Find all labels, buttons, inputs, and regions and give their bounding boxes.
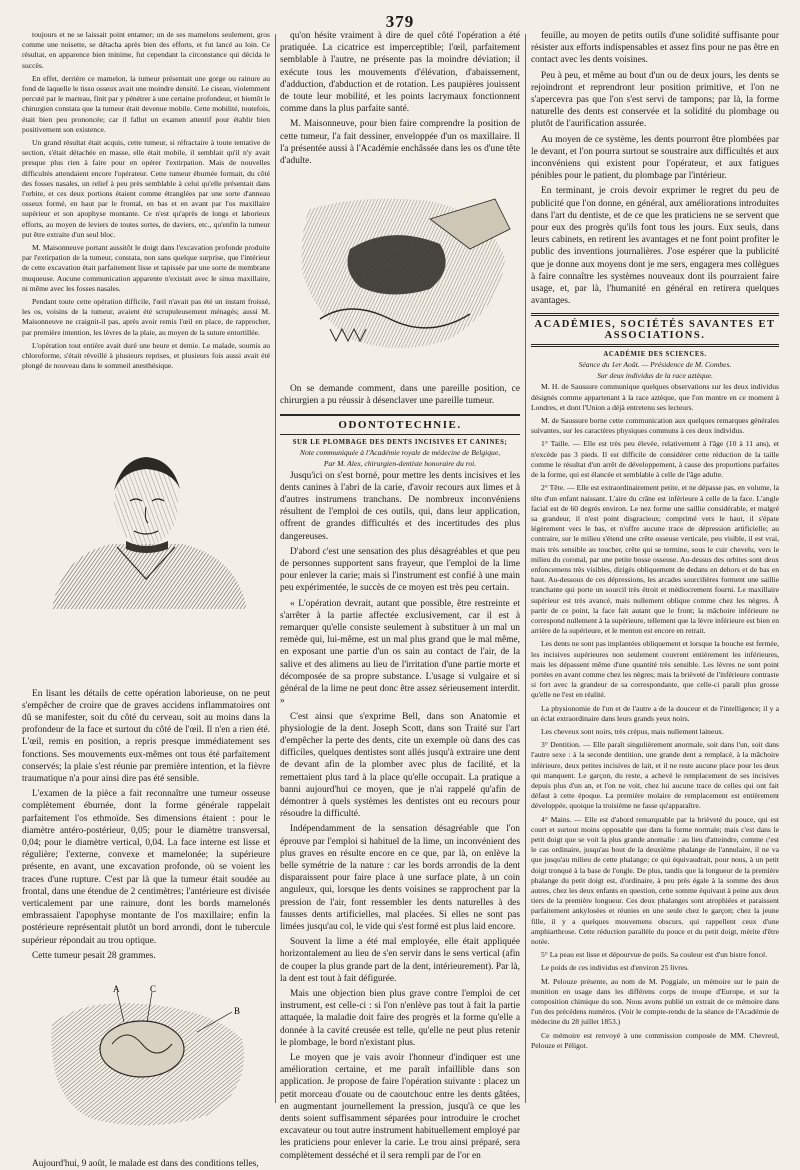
paragraph: Au moyen de ce système, les dents pourront être plombées par le devant, et l'on pourra surtout se soustraire aux difficultés et aux inconvéniens qui existent pour l'opérateur, et aux fatigues pénibles pour le patient, du plombage par l'intérieur. [531,134,779,182]
col1-top-text [22,30,270,372]
paragraph: On se demande comment, dans une pareille position, ce chirurgien a pu réussir à désenclaver une pareille tumeur. [280,384,520,407]
column-3 [531,30,779,1105]
col2-top-text [280,30,520,167]
paragraph: En lisant les détails de cette opération laborieuse, on ne peut s'empêcher de croire que de graves accidens inflammatoires ont dû se manifester, soit du côté du cerveau, soit au moins dans la profondeur de la face et surtout du côté de l'œil. Il n'en a rien été. L'œil, remis en position, a repris presque immédiatement ses fonctions. Ses mouvements eux-mêmes ont tous été parfaitement conservés; la plaie s'est réunie par première intention, et la fièvre traumatique n'a pour ainsi dire pas été sensible. [22,688,270,784]
paragraph: Les cheveux sont noirs, très crépus, mais nullement laineux. [541,726,724,736]
paragraph: Le moyen que je vais avoir l'honneur d'indiquer est une amélioration certaine, et me paraît infaillible dans son application. Je propose de faire l'opération suivante : placez un petit morceau d'ouate ou de caoutchouc entre les dents gâtées, en augmentant journellement la pression, jusqu'à ce que les dents soient suffisamment séparées pour introduire le crochet excavateur ou tout autre instrument habituellement employé par les praticiens pour enlever la carie. Le trou ainsi préparé, sera complètement desséché et il sera rempli par de l'or en [280,1052,520,1161]
column-1 [22,30,270,1169]
paragraph: Un grand résultat était acquis, cette tumeur, si réfractaire à toute tentative de section, s'était détachée en masse, elle était mobile, il semblait qu'il n'y avait presque plus rien à faire pour en opérer l'extirpation. Mais de nouvelles difficultés attendaient encore l'opérateur. Cette tumeur éburnée formait, du côté des fosses nasales, un relief à peu près semblable à celui qu'elle présentait dans l'orbite, et ces deux portions étaient comme étranglées par une sorte d'anneau osseux formé, en haut par le frontal, en bas et en avant par l'os maxillaire supérieur et son apophyse montante. Ce n'est qu'après de longs et laborieux efforts, au moyen de leviers de toutes sortes, de daviers, etc., qu'enfin la tumeur put être extraite d'un seul bloc. [22,138,270,239]
paragraph: 2° Tête. — Elle est extraordinairement petite, et ne dépasse pas, en volume, la tête d'un enfant naissant. L'aire du crâne est inférieure à celle de la face. L'angle facial est de 60 degrés environ. Le nez forme une saillie considérable, et malgré sa grandeur, il n'est point disgracieux; comprimé vers le haut, il s'épate légèrement vers le bas, et n'offre aucune trace de dépression artificielle; au contraire, sur le milieu s'étend une crête osseuse verticale, peu visible, il est vrai, mais très sensible au toucher, crête qui se termine, sous le cuir chevelu, vers le milieu du coronal, par une petite bosse osseuse. Au-dessus des orbites sont deux enfoncemens très visibles, dirigés obliquement de dedans en dehors et de bas en haut. Au-dessous de ces dépressions, les arcades sourcilières forment une saillie tranchante qui porte un sourcil très étroit et médiocrement fourni. Le maxillaire supérieur est très avancé, mais nullement oblique comme chez les nègres. À partir de ce point, la face fait autant que le front; la mâchoire inférieure ne correspond nullement à la supérieure, tellement que la lèvre inférieure est bien en arrière de la supérieure, et le menton est encore en retrait. [531,483,779,636]
paragraph: Aujourd'hui, 9 août, le malade est dans des conditions telles, [32,1158,259,1169]
paragraph: Indépendamment de la sensation désagréable que l'on éprouve par l'emploi si habituel de la lime, un inconvénient des plus graves en résulte encore en ce que, par là, on enlève la belle symétrie de la nature : car les bords arrondis de la dent disparaissent pour faire place à une surface plate, à un coin anguleux, qui, lorsque les dents voisines se rapprochent par la pression de l'air, font ressembler les dents naturelles à des fausses dents artificielles, mal placées. Si elles ne sont pas limées jusqu'au col, le vide qui s'est formé est plus laid encore. [280,824,520,932]
paragraph: M. Maisonneuve, pour bien faire comprendre la position de cette tumeur, l'a fait dessiner, enveloppée d'un os maxillaire. Il l'a présentée aussi à l'Académie enchâssée dans les os d'une tête d'adulte. [280,119,520,167]
paragraph: 4° Mains. — Elle est d'abord remarquable par la brièveté du pouce, qui est court et surtout moins opposable que dans la forme normale; mais c'est dans le petit doigt que se voit la plus grande anomalie : au lieu d'atteindre, comme c'est le cas ordinaire, jusqu'au bout de la deuxième phalange de l'annulaire, il ne va que jusqu'au milieu de cette phalange; ce qui équivaudrait, pour nous, à un petit doigt tronqué à la base de l'ongle. De plus, tandis que la longueur de la première phalange du petit doigt est, d'ordinaire, à peu près égale à la somme des deux autres, chez les deux enfants en question, cette somme équivaut à peine aux deux tiers de la première longueur. Ces deux phalanges sont atrophiées et paraissent parfaitement ankylosées et réunies en une seule chez le garçon; chez la jeune fille, il y a quelques mouvemens obscurs, qui rappellent ceux d'une amphiarthrose. Cette réduction parallèle du pouce et du petit doigt, mérite d'être notée. [531,814,779,947]
paragraph: Jusqu'ici on s'est borné, pour mettre les dents incisives et les dents canines à l'abri de la carie, d'avoir recours aux limes et à d'autres instrumens tranchans. De nombreux inconvéniens résultent de l'emploi de ces outils, qui, dans leur application, offrent de grandes difficultés et des incertitudes des plus dangereuses. [280,470,520,542]
academy-subject: Sur deux individus de la race aztèque. [597,371,713,381]
paragraph: En terminant, je crois devoir exprimer le regret du peu de publicité que l'on donne, en général, aux améliorations introduites dans l'art du dentiste, et de ce que les praticiens ne se servent que pour eux des progrès qu'ils font tous les jours. Eux seuls, dans leurs cabinets, en retirent les avantages et ne font point profiter le public des inventions journalières. J'ose espérer que la publicité que je donne aux moyens dont je me sers, engagera mes collègues à faire connaître les systèmes nouveaux dont ils pourraient faire usage, et, par là, l'humanité en général en retirera quelques avantages. [531,186,779,307]
skull-cross-section-engraving [280,174,520,374]
patient-portrait-engraving [22,379,270,679]
paragraph: Cette tumeur pesait 28 grammes. [32,950,156,961]
paragraph: Le poids de ces individus est d'environ 25 livres. [541,963,689,973]
paragraph: Les dents ne sont pas implantées obliquement et lorsque la bouche est fermée, les incisives supérieures non seulement couvrent entièrement les inférieures, mais les dépassent même d'une quantité très sensible. Les lèvres ne sont point portées en avant comme chez les nègres; mais la brièveté de l'inférieure contraste si fort avec la grandeur de sa correspondante, que celle-ci paraît plus grosse qu'elle ne l'est en réalité. [531,639,779,700]
col3-academy-text [531,382,779,1051]
section-title-odontotechnie: ODONTOTECHNIE. [280,414,520,435]
academy-title: ACADÉMIE DES SCIENCES. [603,351,707,359]
paragraph: M. H. de Saussure communique quelques observations sur les deux individus désignés comme appartenant à la race aztèque, que l'on montre en ce moment à Londres, et dont l'Union a déjà entretenu ses lecteurs. [531,382,779,412]
page-number: 379 [385,12,415,31]
paragraph: L'examen de la pièce a fait reconnaître une tumeur osseuse complètement éburnée, dont la forme générale rappelait parfaitement l'os ethmoïde. Ses dimensions étaient : pour le diamètre antéro-postérieur, 0,05; pour le diamètre transversal, 0,04; pour le diamètre vertical, 0,04. La face interne est lisse et régulière; l'externe, convexe et mamelonée; la supérieure présente, en avant, une excavation profonde, où se voient les traces d'une rupture. C'est par là que la tumeur était soudée au frontal, dans une étendue de 2 centimètres; l'antérieure est divisée verticalement par une rainure, dont les bords mamelonés embrassaient l'apophyse montante de l'os maxillaire; enfin la postérieure représentait plutôt un bord arrondi, dont le tubercule supérieur répondait au trou optique. [22,789,270,946]
paragraph: Pendant toute cette opération difficile, l'œil n'avait pas été un instant froissé, les os, voisins de la tumeur, avaient été scrupuleusement ménagés; aussi M. Maisonneuve ne craignit-il pas, après avoir remis l'œil en place, de rapprocher, par première intention, les lèvres de la plaie, au moyen de la suture entortillée. [22,297,270,337]
paragraph: La physionomie de l'un et de l'autre a de la douceur et de l'intelligence; il y a un éclat extraordinaire dans leurs grands yeux noirs. [531,703,779,723]
col2-article-text [280,470,520,1162]
paragraph: M. de Saussure borne cette communication aux quelques remarques générales suivantes, sur les caractères physiques communs à ces deux individus. [531,416,779,436]
paragraph: qu'on hésite vraiment à dire de quel côté l'opération a été pratiquée. La cicatrice est imperceptible; l'œil, parfaitement semblable à l'autre, ne présente pas la moindre déviation; il exécute tous les mouvements d'élévation, d'abaissement, d'adduction, d'abduction et de rotation. Les paupières jouissent de toute leur mobilité, et les points lacrymaux fonctionnent comme dans la plus parfaite santé. [280,31,520,115]
tumor-maxilla-engraving [22,969,270,1149]
column-divider [275,34,276,1103]
paragraph: « L'opération devrait, autant que possible, être restreinte et s'arrêter à la partie affectée exclusivement, car il est à remarquer qu'elle consiste seulement à substituer à un mal un remède qui, lui-même, est un mal plus grand que le mal même, en exposant une partie d'un os sain au contact de l'air, de la salive et des alimens au lieu de l'irritation d'une partie morte et décomposée de sa propre substance. L'usage si vulgaire et si général de la lime ne peut donc être assez sérieusement interdit. » [280,598,520,707]
paragraph: D'abord c'est une sensation des plus désagréables et que peu de personnes supportent sans frayeur, que l'emploi de la lime pour enlever la carie; mais si l'instrument est confié à une main peu expérimentée, le succès de ce moyen est très peu certain. [280,546,520,594]
paragraph: 3° Dentition. — Elle paraît singulièrement anormale, soit dans l'un, soit dans l'autre sexe : à la seconde dentition, une grande dent a remplacé, à la mâchoire inférieure, deux petites incisives de lait, et il ne reste aucune place pour les deux qui manquent. Le garçon, du reste, a achevé le remplacement de ses incisives depuis plus d'un an, et l'on ne voit, chez lui aucune trace de celles qui ont fait défaut à cette époque. La première molaire de remplacement est entièrement développée, quoique la troisième ne fasse qu'apparaître. [531,740,779,811]
column-divider [525,34,526,1103]
figure-label-a: A [113,983,120,994]
column-2 [280,30,520,1161]
article-note: Note communiquée à l'Académie royale de médecine de Belgique, [299,447,501,457]
paragraph: Ce mémoire est renvoyé à une commission composée de MM. Chevreul, Pelouze et Péligot. [531,1030,779,1050]
col3-top-text [531,30,779,307]
col1-bottom-text [22,688,270,962]
paragraph: Peu à peu, et même au bout d'un ou de deux jours, les dents se rejoindront et reprendront leur position primitive, et l'on ne s'apercevra pas que l'on s'est servi de tampons; par là, la forme naturelle des dents est conservée et la solidité du plombage ou plutôt de l'aurification assurée. [531,70,779,130]
article-author: Par M. Alex, chirurgien-dentiste honoraire du roi. [323,458,477,468]
figure-label-c: C [150,983,157,994]
paragraph: M. Pelouze présente, au nom de M. Poggiale, un mémoire sur le pain de munition en usage dans les différens corps de troupe d'Europe, et sur la composition chimique du son. Nous avons publié un extrait de ce mémoire dans l'un des précédens numéros. (Voir le compte-rendu de la séance de l'Académie de médecine du 28 juillet 1853.) [531,976,779,1027]
paragraph: feuille, au moyen de petits outils d'une solidité suffisante pour résister aux efforts indispensables et assez fins pour ne pas être en contact avec les dents voisines. [531,31,779,66]
paragraph: Souvent la lime a été mal employée, elle était appliquée horizontalement au lieu de s'en servir dans le sens vertical (afin de couper la plus grande part de la dent, intérieurement). Par là, la dent est tout à fait défigurée. [280,937,520,984]
paragraph: Mais une objection bien plus grave contre l'emploi de cet instrument, est celle-ci : si l'on n'enlève pas tout à fait la partie attaquée, la maladie doit faire des progrès et la forme qu'elle a donnée à la cavité creusée est telle, qu'elle ne peut plus retenir le plombage, le bord n'existant plus. [280,988,520,1048]
paragraph: En effet, derrière ce mamelon, la tumeur présentait une gorge ou rainure au fond de laquelle le tissu osseux avait une moindre densité. Le ciseau, violemment percuté par le marteau, finit par y pénétrer à une certaine profondeur, et bientôt le chirurgien constata que la tumeur était devenue mobile. Cette mobilité, toutefois, était bien peu prononcée; car il fallut un examen attentif pour établir bien positivement son existence. [22,73,270,134]
paragraph: C'est ainsi que s'exprime Bell, dans son Anatomie et physiologie de la dent. Joseph Scott, dans son Traité sur l'art d'empêcher la perte des dents, cite un exemple où dans des cas difficiles, quelques dentistes sont allés jusqu'à extraire une dent de devant afin de la plomber avec plus de facilité, et la remettaient plus tard à la place qu'elle occupait. La pratique a banni aujourd'hui ce moyen, que je n'ai rappelé qu'afin de démontrer à quels systèmes les dentistes ont eu recours pour résoudre la difficulté. [280,711,520,820]
paragraph: toujours et ne se laissait point entamer; un de ses mamelons seulement, gros comme une noisette, se détacha après bien des efforts, et fut lancé au loin. Ce résultat, en apparence bien minime, fut cependant la circonstance qui décida le succès. [22,30,270,70]
section-title-academies: ACADÉMIES, SOCIÉTÉS SAVANTES ET ASSOCIATIONS. [531,313,779,347]
paragraph: L'opération tout entière avait duré une heure et demie. Le malade, soumis au chloroforme, s'était réveillé à plusieurs reprises, et plusieurs fois aussi avait été plongé de nouveau dans le sommeil anesthésique. [22,340,270,371]
article-title: SUR LE PLOMBAGE DES DENTS INCISIVES ET CANINES; [292,438,508,446]
paragraph: 5° La peau est lisse et dépourvue de poils. Sa couleur est d'un bistre foncé. [541,950,768,960]
col2-after-figure-text [280,383,520,407]
figure-label-b: B [234,1005,241,1016]
paragraph: 1° Taille. — Elle est très peu élevée, relativement à l'âge (10 à 11 ans), et n'excède pas 3 pieds. Il est difficile de considérer cette réduction de la taille comme le résultat d'un arrêt de développement, à cause des proportions parfaites de la forme, qui est élancée et semblable à celle de l'âge adulte. [531,439,779,480]
col1-closing-text [22,1158,270,1170]
academy-session: Séance du 1er Août. — Présidence de M. Combes. [578,360,732,370]
paragraph: M. Maisonneuve portant aussitôt le doigt dans l'excavation profonde produite par l'extirpation de la tumeur, constata, non sans quelque surprise, que l'intérieur de cette excavation était parfaitement lisse et tapissée par une sorte de membrane muqueuse. Aucune communication apparente n'existait avec le sinus maxillaire, ni même avec les fosses nasales. [22,243,270,293]
